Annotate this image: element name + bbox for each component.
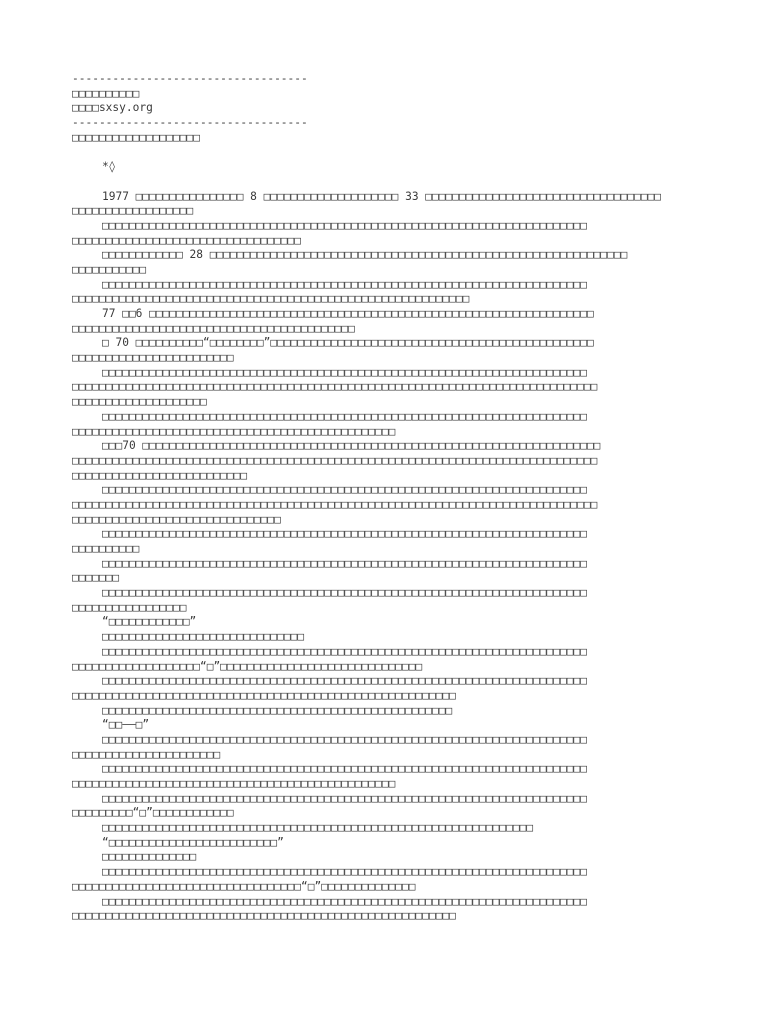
text-line: □□□□□□□□□□□□□□□□□□□□□□ — [72, 747, 221, 761]
document-title: □□□□□□□□□□ — [72, 86, 140, 100]
text-line: □□□□□□□□□□□□□□□□□□□“□”□□□□□□□□□□□□□□□□□□□□□□□□□□□□□□ — [72, 659, 423, 673]
text-line: □□□□□□□□□□□□□□□□□□□□□□□□□□□□□□□□□□□□□□□□□□□□□□□□□□□□□□□□□□□□□□□□□□□□□□□□ — [102, 556, 587, 570]
text-line: □□□□□□□□□□□□□□□□□□□□□□□□□□□□□□□□□□□□□□□□□□□□□□□□□□□□□□□□□□□□□□□□□□□□□□□□ — [102, 865, 587, 879]
text-line: □□□□□□□□□□□□□□□□□□□□□□□□□□□□□□□□□□□□□□□□□□□□□□□□□□□□□□□□□□□□□□□□□□□□□□□□ — [102, 762, 587, 776]
text-line: □□□□□□□□□□□□□□□□□□□□□□□□□□□□□□□□□□“□”□□□□□□□□□□□□□□ — [72, 879, 416, 893]
text-line: □□□□□□□□□□□□□□□□□□□□□□□□□□□□□□□□□□□□□□□□□□□□□□□□□□□□□□□□□□□□□□□□□□□□□□□□□□□□□□ — [72, 497, 598, 511]
text-line: □□□□□□□□□□□□□□□□□□□□□□□□□□□□□□□□□□□□□□□□□□□□□□□□□□□□□□□□□□□□□□□□□□□□□□□□ — [102, 483, 587, 497]
text-line: □□□□□□□□□□□□□□□□□□□□□□□□□□□□□□ — [102, 630, 305, 644]
text-line: □□□□□□□□□□□□□□□□□□□□□□□□□□□□□□□□□□□□□□□□□□□□□□□□ — [72, 424, 396, 438]
text-line: □□□□□□□□□“□”□□□□□□□□□□□□ — [72, 806, 234, 820]
text-line: “□□□□□□□□□□□□□□□□□□□□□□□□□” — [102, 835, 284, 849]
source-site: □□□□sxsy.org — [72, 101, 153, 115]
text-line: “□□□□□□□□□□□□” — [102, 615, 197, 629]
text-line: □ 70 □□□□□□□□□□“□□□□□□□□”□□□□□□□□□□□□□□□□□□□□□□□□□□□□□□□□□□□□□□□□□□□□□□□□ — [102, 336, 594, 350]
text-line: □□□□□□□□□□□□□□□□□□□□□□□□□□□□□□□□□□□□□□□□□□□□□□□□ — [72, 777, 396, 790]
text-line: □□□□□□□□□□□□□□□□□□□□□□□□□□□□□□□□□□□□□□□□□□□□□□□□□□□□□□□□□ — [72, 688, 456, 702]
text-line: □□□□□□□□□□□□□□□□□□□□□□□□□□□□□□□□□□□□□□□□□□□□□□□□□□□□□□□□□ — [72, 909, 456, 923]
text-line: □□□□□□□□□□□□□□□□□□□□□□□□□□□□□□□ — [72, 512, 281, 526]
text-line: □□□□□□□□□□□□□□□□□□□□□□□□□□□□□□□□□□□□□□□□□□ — [72, 321, 355, 335]
text-line: □□□□□□□□□□□□□□□□□□□□□□□□□□ — [72, 468, 248, 482]
text-line: □□□□□□□□□□□□□□□□□□□□□□□□ — [72, 351, 234, 365]
text-line: □□□□□□□□□□□□□□□□□□□□□□□□□□□□□□□□□□□□□□□□□□□□□□□□□□□□□□□□□□□□□□□□□□□□□□□□ — [102, 791, 587, 805]
document-subtitle: □□□□□□□□□□□□□□□□□□□ — [72, 130, 200, 144]
text-line: □□□□□□□□□□□□□□□□□□□□□□□□□□□□□□□□□□□□□□□□□□□□□□□□□□□□□□□□□□□□□□□□□□□□□□□□ — [102, 732, 587, 746]
section-mark: *◊ — [102, 160, 116, 174]
text-line: 1977 □□□□□□□□□□□□□□□□ 8 □□□□□□□□□□□□□□□□□□□□ 33 □□□□□□□□□□□□□□□□□□□□□□□□□□□□□□□□□□□ — [102, 189, 662, 203]
text-line: □□□□□□□□□□□□□□□□□□□□□□□□□□□□□□□□□□□□□□□□□□□□□□□□□□□□□□□□□□□□□□□□□□□□□□□□ — [102, 674, 587, 688]
text-line: □□□□□□□□□□ — [72, 542, 140, 555]
text-line: □□□□□□□□□□□□□□□□□□□□□□□□□□□□□□□□□□□□□□□□□□□□□□□□□□□□□□□□□□□□□□□□□□□□□□□□□□□□□□ — [72, 380, 598, 394]
text-line: □□□□□□□□□□□□□□ — [102, 850, 197, 864]
text-line: □□□□□□□□□□□□□□□□□□□□□□□□□□□□□□□□□□□□□□□□□□□□□□□□□□□□□□□□□□□□□□□□□□□□□□□□ — [102, 365, 587, 379]
text-line: □□□□□□□□□□□□□□□□□□□□□□□□□□□□□□□□□□□□□□□□□□□□□□□□□□□□□□□□□□□ — [72, 292, 470, 306]
text-line: “□□——□” — [102, 718, 150, 732]
text-line: □□□□□□□□□□□□□□□□□□□□□□□□□□□□□□□□□□□□□□□□□□□□□□□□□□□□□□□□□□□□□□□□□□□□□□□□ — [102, 409, 587, 423]
text-line: □□□□□□□□□□□□□□□□□□□□□□□□□□□□□□□□□□□□□□□□□□□□□□□□□□□□□□□□□□□□□□□□□□□□□□□□□□□□□□ — [72, 453, 598, 467]
text-line: □□□□□□□□□□□□□□□□□□□□□□□□□□□□□□□□□□□□□□□□□□□□□□□□□□□□□□□□□□□□□□□□ — [102, 821, 534, 835]
text-line: □□□□□□□ — [72, 571, 120, 585]
document-body — [72, 72, 700, 924]
text-line: □□□□□□□□□□□□□□□□□□ — [72, 204, 194, 218]
spacer — [72, 175, 700, 190]
spacer — [72, 145, 700, 160]
text-line: □□□70 □□□□□□□□□□□□□□□□□□□□□□□□□□□□□□□□□□□□□□□□□□□□□□□□□□□□□□□□□□□□□□□□□□□□ — [102, 439, 601, 453]
text-line: □□□□□□□□□□□□□□□□□□□□□□□□□□□□□□□□□□□□□□□□□□□□□□□□□□□□□□□□□□□□□□□□□□□□□□□□ — [102, 586, 587, 600]
text-line: □□□□□□□□□□□ — [72, 262, 147, 276]
text-line: □□□□□□□□□□□□□□□□□□□□□□□□□□□□□□□□□□□□□□□□□□□□□□□□□□□□□□□□□□□□□□□□□□□□□□□□ — [102, 277, 587, 291]
text-line: □□□□□□□□□□□□□□□□□ — [72, 600, 187, 614]
text-line: 77 □□6 □□□□□□□□□□□□□□□□□□□□□□□□□□□□□□□□□□□□□□□□□□□□□□□□□□□□□□□□□□□□□□□□□□ — [102, 307, 594, 320]
text-line: □□□□□□□□□□□□□□□□□□□□□□□□□□□□□□□□□□ — [72, 233, 302, 247]
text-line: □□□□□□□□□□□□□□□□□□□□□□□□□□□□□□□□□□□□□□□□□□□□□□□□□□□□□□□□□□□□□□□□□□□□□□□□ — [102, 527, 587, 541]
text-line: □□□□□□□□□□□□□□□□□□□□□□□□□□□□□□□□□□□□□□□□□□□□□□□□□□□□□□□□□□□□□□□□□□□□□□□□ — [102, 218, 587, 232]
header-rule-top: ----------------------------------- — [72, 72, 308, 85]
body-text — [72, 190, 700, 924]
text-line: □□□□□□□□□□□□□□□□□□□□ — [72, 395, 207, 409]
text-line: □□□□□□□□□□□□□□□□□□□□□□□□□□□□□□□□□□□□□□□□□□□□□□□□□□□□ — [102, 703, 453, 717]
header-rule-bottom: ----------------------------------- — [72, 116, 308, 130]
text-line: □□□□□□□□□□□□□□□□□□□□□□□□□□□□□□□□□□□□□□□□□□□□□□□□□□□□□□□□□□□□□□□□□□□□□□□□ — [102, 894, 587, 908]
text-line: □□□□□□□□□□□□ 28 □□□□□□□□□□□□□□□□□□□□□□□□□□□□□□□□□□□□□□□□□□□□□□□□□□□□□□□□□□□□□□ — [102, 248, 628, 262]
text-line: □□□□□□□□□□□□□□□□□□□□□□□□□□□□□□□□□□□□□□□□□□□□□□□□□□□□□□□□□□□□□□□□□□□□□□□□ — [102, 644, 587, 658]
